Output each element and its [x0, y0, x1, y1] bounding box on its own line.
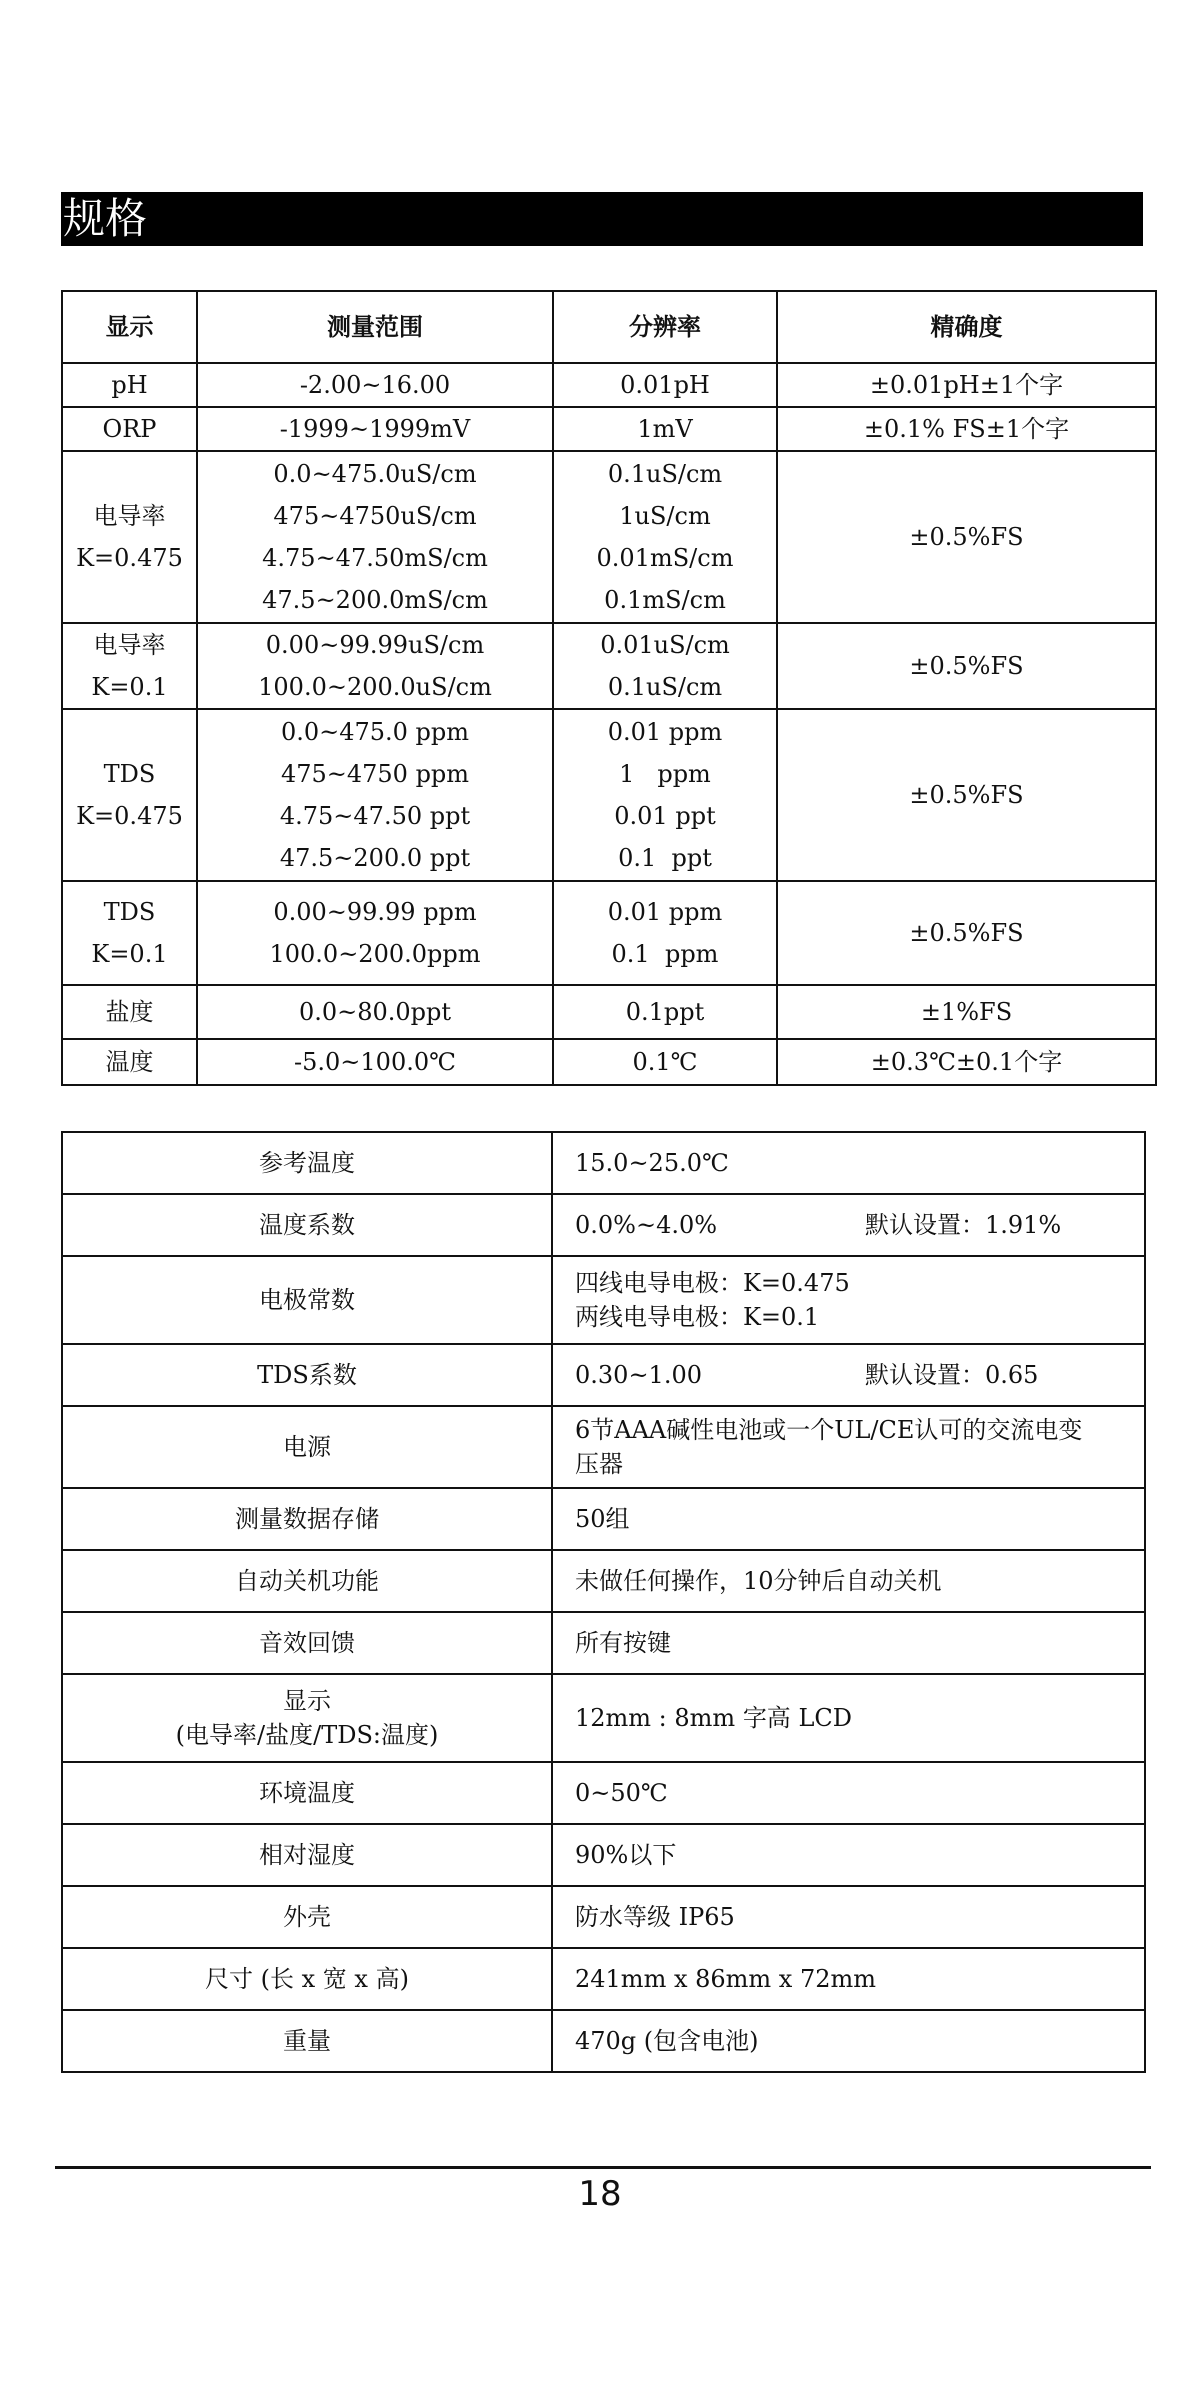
- spec-table: [61, 290, 1157, 1086]
- param-label-line: 尺寸 (长 x 宽 x 高): [205, 1965, 409, 1993]
- range-cell-line: 100.0~200.0ppm: [269, 940, 481, 968]
- param-row: [62, 1344, 1145, 1406]
- params-table: [61, 1131, 1146, 2073]
- display-cell-line: ORP: [102, 415, 157, 443]
- display-cell: [62, 407, 197, 451]
- param-value-line: 15.0~25.0℃: [575, 1149, 729, 1177]
- param-value-line: 所有按键: [575, 1629, 671, 1657]
- display-cell-line: K=0.1: [91, 673, 168, 701]
- param-label-line: 测量数据存储: [235, 1505, 379, 1533]
- param-label-line: 参考温度: [259, 1149, 355, 1177]
- spec-table-header-row: [62, 291, 1156, 363]
- param-value: [552, 1550, 1145, 1612]
- range-cell: [197, 709, 553, 881]
- resolution-cell-line: 1uS/cm: [619, 502, 711, 530]
- param-label: [62, 1488, 552, 1550]
- param-label-line: 显示: [283, 1687, 331, 1715]
- page-number: 18: [578, 2174, 622, 2214]
- param-value-line: 0.0%~4.0%: [575, 1211, 718, 1239]
- param-row: [62, 2010, 1145, 2072]
- param-value: [552, 1344, 1145, 1406]
- param-value-line: 压器: [575, 1450, 623, 1478]
- resolution-cell-line: 0.1ppt: [625, 998, 705, 1026]
- display-cell: [62, 623, 197, 709]
- param-label-line: 自动关机功能: [235, 1567, 379, 1595]
- param-value-line: 241mm x 86mm x 72mm: [575, 1965, 877, 1993]
- display-cell-line: 温度: [105, 1048, 154, 1076]
- param-value-line: 0~50℃: [575, 1779, 668, 1807]
- spec-row: [62, 1039, 1156, 1085]
- resolution-cell-line: 0.1uS/cm: [607, 673, 723, 701]
- resolution-cell: [553, 407, 777, 451]
- param-value-line: 50组: [575, 1505, 630, 1533]
- accuracy-cell: ±0.5%FS: [777, 709, 1156, 881]
- range-cell: [197, 985, 553, 1039]
- param-value: [552, 1194, 1145, 1256]
- range-cell-line: -1999~1999mV: [279, 415, 471, 443]
- param-label-line: TDS系数: [257, 1361, 357, 1389]
- param-label-line: 电极常数: [259, 1286, 355, 1314]
- param-label: [62, 1762, 552, 1824]
- footer-divider: [55, 2166, 1151, 2169]
- param-value: [552, 1488, 1145, 1550]
- range-cell-line: 4.75~47.50mS/cm: [262, 544, 488, 572]
- display-cell-line: TDS: [103, 898, 156, 926]
- range-cell: [197, 1039, 553, 1085]
- accuracy-cell: ±0.3℃±0.1个字: [777, 1039, 1156, 1085]
- resolution-cell-line: 0.01uS/cm: [600, 631, 730, 659]
- param-value: [552, 1886, 1145, 1948]
- param-value: [552, 1824, 1145, 1886]
- range-cell: [197, 407, 553, 451]
- param-row: [62, 1256, 1145, 1344]
- param-label: [62, 2010, 552, 2072]
- section-title: 规格: [63, 194, 148, 243]
- display-cell: [62, 709, 197, 881]
- param-label: [62, 1550, 552, 1612]
- range-cell-line: -5.0~100.0℃: [294, 1048, 456, 1076]
- resolution-cell: [553, 881, 777, 985]
- range-cell-line: 0.0~475.0uS/cm: [273, 460, 477, 488]
- param-label-line: 环境温度: [259, 1779, 355, 1807]
- resolution-cell-line: 1 ppm: [619, 760, 711, 788]
- param-label: [62, 1132, 552, 1194]
- resolution-cell-line: 0.1℃: [632, 1048, 698, 1076]
- param-value-line: 12mm : 8mm 字高 LCD: [575, 1704, 852, 1732]
- resolution-cell-line: 0.1 ppm: [611, 940, 719, 968]
- range-cell-line: 0.0~475.0 ppm: [280, 718, 470, 746]
- range-cell-line: 0.0~80.0ppt: [298, 998, 452, 1026]
- header-range: 测量范围: [197, 291, 553, 363]
- param-row: [62, 1406, 1145, 1488]
- param-label-line: 音效回馈: [259, 1629, 355, 1657]
- param-label: [62, 1256, 552, 1344]
- display-cell-line: 盐度: [105, 998, 154, 1026]
- display-cell-line: K=0.475: [76, 544, 183, 572]
- accuracy-cell: ±0.5%FS: [777, 881, 1156, 985]
- accuracy-cell: ±0.5%FS: [777, 623, 1156, 709]
- display-cell: [62, 985, 197, 1039]
- display-cell-line: K=0.1: [91, 940, 168, 968]
- display-cell-line: pH: [111, 371, 148, 399]
- display-cell: [62, 881, 197, 985]
- param-label: [62, 1406, 552, 1488]
- spec-row: [62, 407, 1156, 451]
- param-row: [62, 1674, 1145, 1762]
- param-row: [62, 1824, 1145, 1886]
- range-cell-line: 475~4750 ppm: [280, 760, 470, 788]
- range-cell-line: 47.5~200.0 ppt: [279, 844, 471, 872]
- param-value-line: 两线电导电极：K=0.1: [575, 1303, 820, 1331]
- resolution-cell: [553, 985, 777, 1039]
- param-label: [62, 1194, 552, 1256]
- header-display: 显示: [62, 291, 197, 363]
- param-label: [62, 1612, 552, 1674]
- spec-row: [62, 363, 1156, 407]
- param-value-line: 6节AAA碱性电池或一个UL/CE认可的交流电变: [575, 1416, 1083, 1444]
- resolution-cell: [553, 1039, 777, 1085]
- range-cell-line: 100.0~200.0uS/cm: [258, 673, 492, 701]
- param-row: [62, 1550, 1145, 1612]
- param-value-line: 防水等级 IP65: [575, 1903, 735, 1931]
- param-value-line: 90%以下: [575, 1841, 677, 1869]
- param-default: 默认设置：1.91%: [865, 1211, 1062, 1239]
- param-value: [552, 1762, 1145, 1824]
- spec-row: [62, 985, 1156, 1039]
- resolution-cell: [553, 623, 777, 709]
- accuracy-cell: ±0.01pH±1个字: [777, 363, 1156, 407]
- param-value-line: 未做任何操作，10分钟后自动关机: [575, 1567, 942, 1595]
- resolution-cell-line: 0.1 ppt: [618, 844, 712, 872]
- param-row: [62, 1886, 1145, 1948]
- range-cell-line: 0.00~99.99 ppm: [273, 898, 477, 926]
- display-cell-line: 电导率: [93, 502, 166, 530]
- param-label: [62, 1824, 552, 1886]
- display-cell-line: TDS: [103, 760, 156, 788]
- spec-row: [62, 881, 1156, 985]
- accuracy-cell: ±0.5%FS: [777, 451, 1156, 623]
- section-title-bar: [61, 192, 1143, 246]
- param-value: [552, 1406, 1145, 1488]
- range-cell: [197, 451, 553, 623]
- param-row: [62, 1132, 1145, 1194]
- resolution-cell-line: 1mV: [637, 415, 693, 443]
- param-label-line: 电源: [283, 1433, 331, 1461]
- param-row: [62, 1762, 1145, 1824]
- range-cell-line: 47.5~200.0mS/cm: [262, 586, 488, 614]
- param-label-line: 重量: [283, 2027, 331, 2055]
- param-value: [552, 1674, 1145, 1762]
- param-row: [62, 1612, 1145, 1674]
- param-label: [62, 1886, 552, 1948]
- param-row: [62, 1948, 1145, 2010]
- param-value: [552, 1256, 1145, 1344]
- spec-row: [62, 623, 1156, 709]
- resolution-cell-line: 0.1mS/cm: [604, 586, 726, 614]
- resolution-cell-line: 0.01 ppt: [614, 802, 716, 830]
- display-cell: [62, 451, 197, 623]
- display-cell-line: 电导率: [93, 631, 166, 659]
- range-cell-line: 475~4750uS/cm: [273, 502, 477, 530]
- param-label: [62, 1674, 552, 1762]
- resolution-cell: [553, 709, 777, 881]
- param-label-line: 温度系数: [259, 1211, 355, 1239]
- accuracy-cell: ±0.1% FS±1个字: [777, 407, 1156, 451]
- param-row: [62, 1194, 1145, 1256]
- accuracy-cell: ±1%FS: [777, 985, 1156, 1039]
- param-value-line: 470g (包含电池): [575, 2027, 759, 2055]
- param-value-line: 0.30~1.00: [575, 1361, 702, 1389]
- resolution-cell-line: 0.01pH: [620, 371, 710, 399]
- resolution-cell-line: 0.01mS/cm: [596, 544, 734, 572]
- param-label-line: 外壳: [283, 1903, 331, 1931]
- display-cell: [62, 363, 197, 407]
- range-cell-line: -2.00~16.00: [299, 371, 451, 399]
- header-accuracy: 精确度: [777, 291, 1156, 363]
- param-label-line: (电导率/盐度/TDS:温度): [175, 1721, 439, 1749]
- range-cell: [197, 623, 553, 709]
- param-value: [552, 1612, 1145, 1674]
- param-label-line: 相对湿度: [259, 1841, 355, 1869]
- param-row: [62, 1488, 1145, 1550]
- resolution-cell-line: 0.01 ppm: [607, 718, 723, 746]
- resolution-cell: [553, 451, 777, 623]
- display-cell-line: K=0.475: [76, 802, 183, 830]
- range-cell-line: 0.00~99.99uS/cm: [265, 631, 485, 659]
- range-cell: [197, 881, 553, 985]
- param-label: [62, 1344, 552, 1406]
- param-default: 默认设置：0.65: [865, 1361, 1039, 1389]
- resolution-cell: [553, 363, 777, 407]
- header-resolution: 分辨率: [553, 291, 777, 363]
- spec-row: [62, 709, 1156, 881]
- display-cell: [62, 1039, 197, 1085]
- param-value: [552, 1132, 1145, 1194]
- range-cell-line: 4.75~47.50 ppt: [279, 802, 471, 830]
- range-cell: [197, 363, 553, 407]
- resolution-cell-line: 0.01 ppm: [607, 898, 723, 926]
- param-value-line: 四线电导电极：K=0.475: [575, 1269, 850, 1297]
- param-value: [552, 1948, 1145, 2010]
- param-label: [62, 1948, 552, 2010]
- param-value: [552, 2010, 1145, 2072]
- resolution-cell-line: 0.1uS/cm: [607, 460, 723, 488]
- spec-row: [62, 451, 1156, 623]
